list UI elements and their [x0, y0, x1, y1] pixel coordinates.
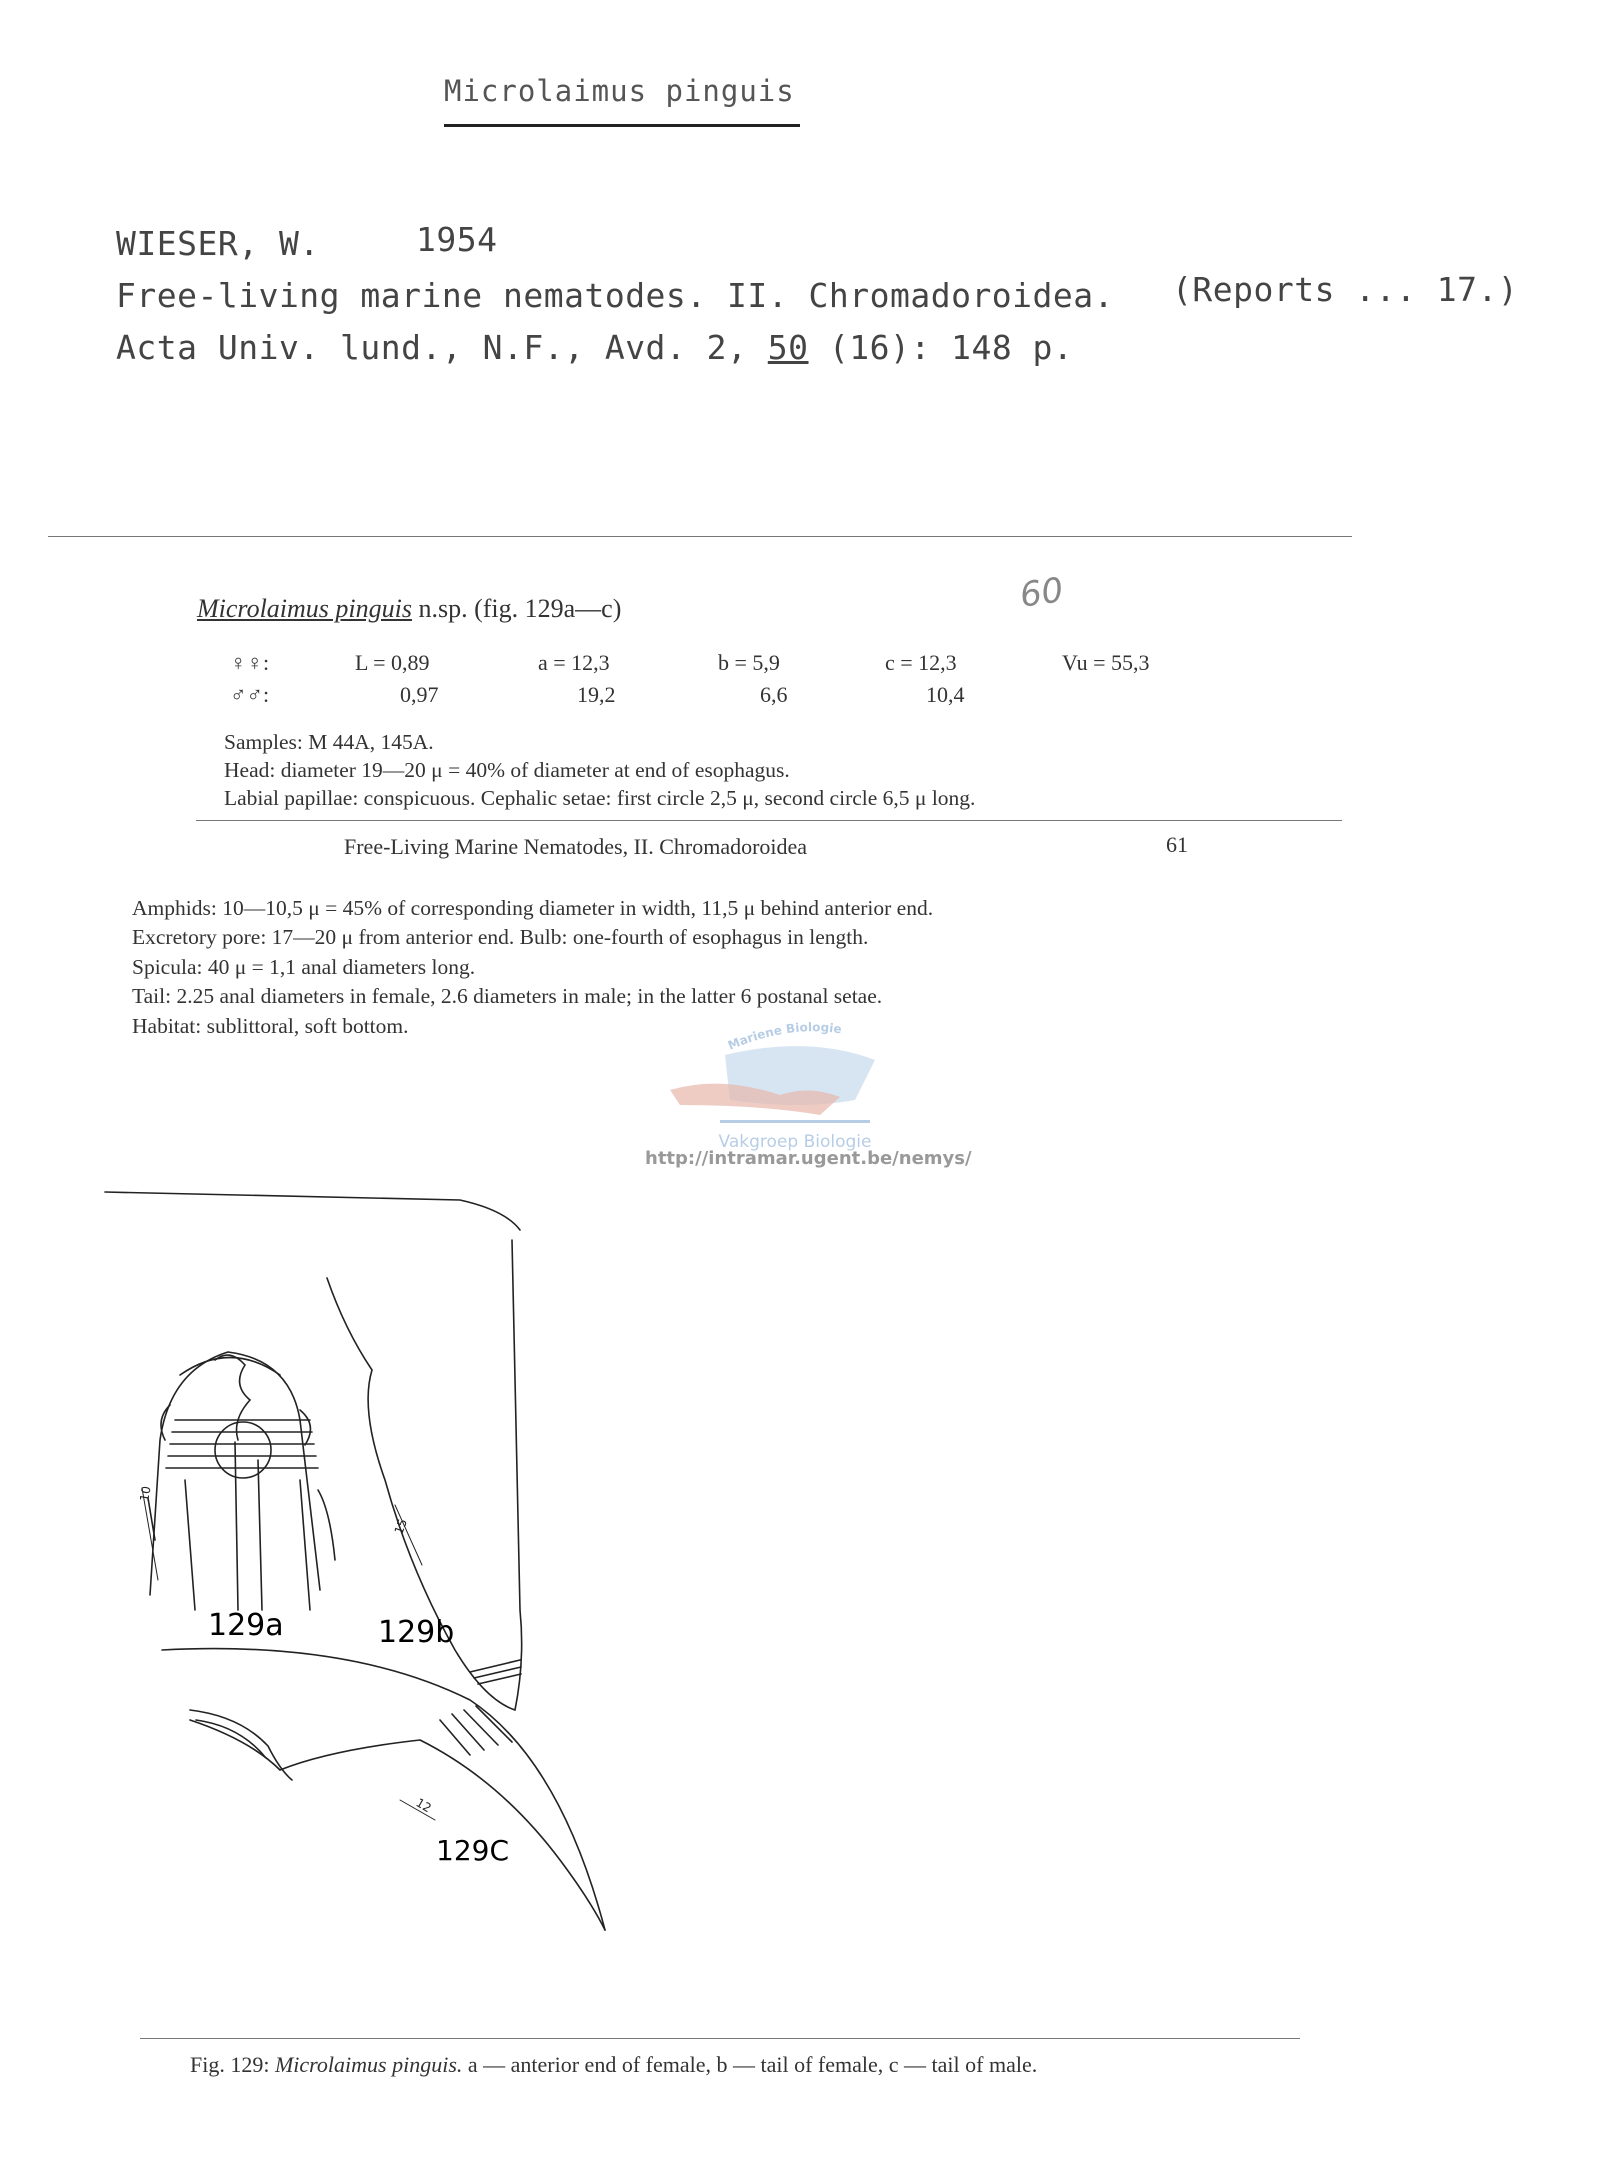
habitat-line: Habitat: sublittoral, soft bottom. — [132, 1014, 409, 1038]
female-L: L = 0,89 — [355, 650, 430, 675]
female-c: c = 12,3 — [885, 650, 957, 675]
female-a: a = 12,3 — [538, 650, 610, 675]
label-129a: 129a — [208, 1608, 284, 1643]
watermark-url: http://intramar.ugent.be/nemys/ — [645, 1148, 972, 1169]
title-underline — [444, 124, 800, 127]
tail-line: Tail: 2.25 anal diameters in female, 2.6 diameters in male; in the latter 6 postanal setae. — [132, 984, 883, 1008]
caption-prefix: Fig. 129: — [190, 2052, 275, 2077]
female-vu: Vu = 55,3 — [1062, 650, 1150, 675]
watermark-arc-text: Mariene Biologie — [725, 1020, 843, 1053]
caption-text: a — anterior end of female, b — tail of female, c — tail of male. — [462, 2052, 1038, 2077]
male-b: 6,6 — [760, 682, 788, 707]
species-name: Microlaimus pinguis — [197, 594, 412, 623]
excerpt-top-rule — [48, 536, 1352, 537]
author: WIESER, W. — [116, 224, 320, 263]
caption-species: Microlaimus pinguis. — [274, 2052, 463, 2077]
running-head-rule — [196, 820, 1342, 821]
caption-rule — [140, 2038, 1300, 2039]
watermark-bar — [720, 1120, 870, 1123]
figure-129-drawing — [0, 1180, 1615, 2010]
scale-label-129b: 15 — [391, 1516, 411, 1537]
issue-pages: (16): 148 p. — [808, 328, 1074, 367]
reference-series: (Reports ... 17.) — [1172, 270, 1519, 309]
year: 1954 — [416, 220, 498, 259]
amphids-line: Amphids: 10—10,5 μ = 45% of corresponding diameter in width, 11,5 μ behind anterior end. — [132, 896, 934, 920]
male-symbol: ♂♂: — [230, 682, 270, 707]
labial-line: Labial papillae: conspicuous. Cephalic setae: first circle 2,5 μ, second circle 6,5 μ long. — [224, 786, 976, 810]
label-129c: 129C — [436, 1834, 509, 1867]
species-heading — [197, 594, 621, 624]
handwritten-page-number: 60 — [1017, 570, 1066, 616]
species-suffix: n.sp. (fig. 129a—c) — [411, 594, 622, 623]
figure-caption — [190, 2052, 1037, 2078]
head-line: Head: diameter 19—20 μ = 40% of diameter at end of esophagus. — [224, 758, 790, 782]
female-b: b = 5,9 — [718, 650, 780, 675]
label-129b: 129b — [378, 1615, 455, 1650]
drawing-129a-anterior-end — [142, 1352, 335, 1610]
volume-number: 50 — [767, 328, 809, 367]
reference-title: Free-living marine nematodes. II. Chromadoroidea. — [116, 276, 1115, 315]
figure-top-edge — [105, 1192, 520, 1230]
spicula-line: Spicula: 40 μ = 1,1 anal diameters long. — [132, 955, 476, 979]
journal-name: Acta Univ. lund., N.F., Avd. 2, — [116, 328, 768, 367]
male-L: 0,97 — [400, 682, 439, 707]
excretory-line: Excretory pore: 17—20 μ from anterior end. Bulb: one-fourth of esophagus in length. — [132, 925, 869, 949]
page-number: 61 — [1166, 832, 1188, 857]
watermark-logo — [660, 1005, 920, 1155]
drawing-129c-male-tail — [162, 1649, 605, 1930]
reference-journal — [116, 328, 1073, 367]
female-symbol: ♀♀: — [230, 650, 270, 675]
running-head: Free-Living Marine Nematodes, II. Chromadoroidea — [344, 834, 808, 859]
card-title: Microlaimus pinguis — [444, 74, 795, 108]
male-a: 19,2 — [577, 682, 616, 707]
scale-label-129c: 12 — [413, 1795, 434, 1816]
samples-line: Samples: M 44A, 145A. — [224, 730, 434, 754]
watermark-bottom-text: Vakgroep Biologie — [718, 1132, 872, 1152]
scale-label-129a: 10 — [137, 1485, 154, 1503]
male-c: 10,4 — [926, 682, 965, 707]
